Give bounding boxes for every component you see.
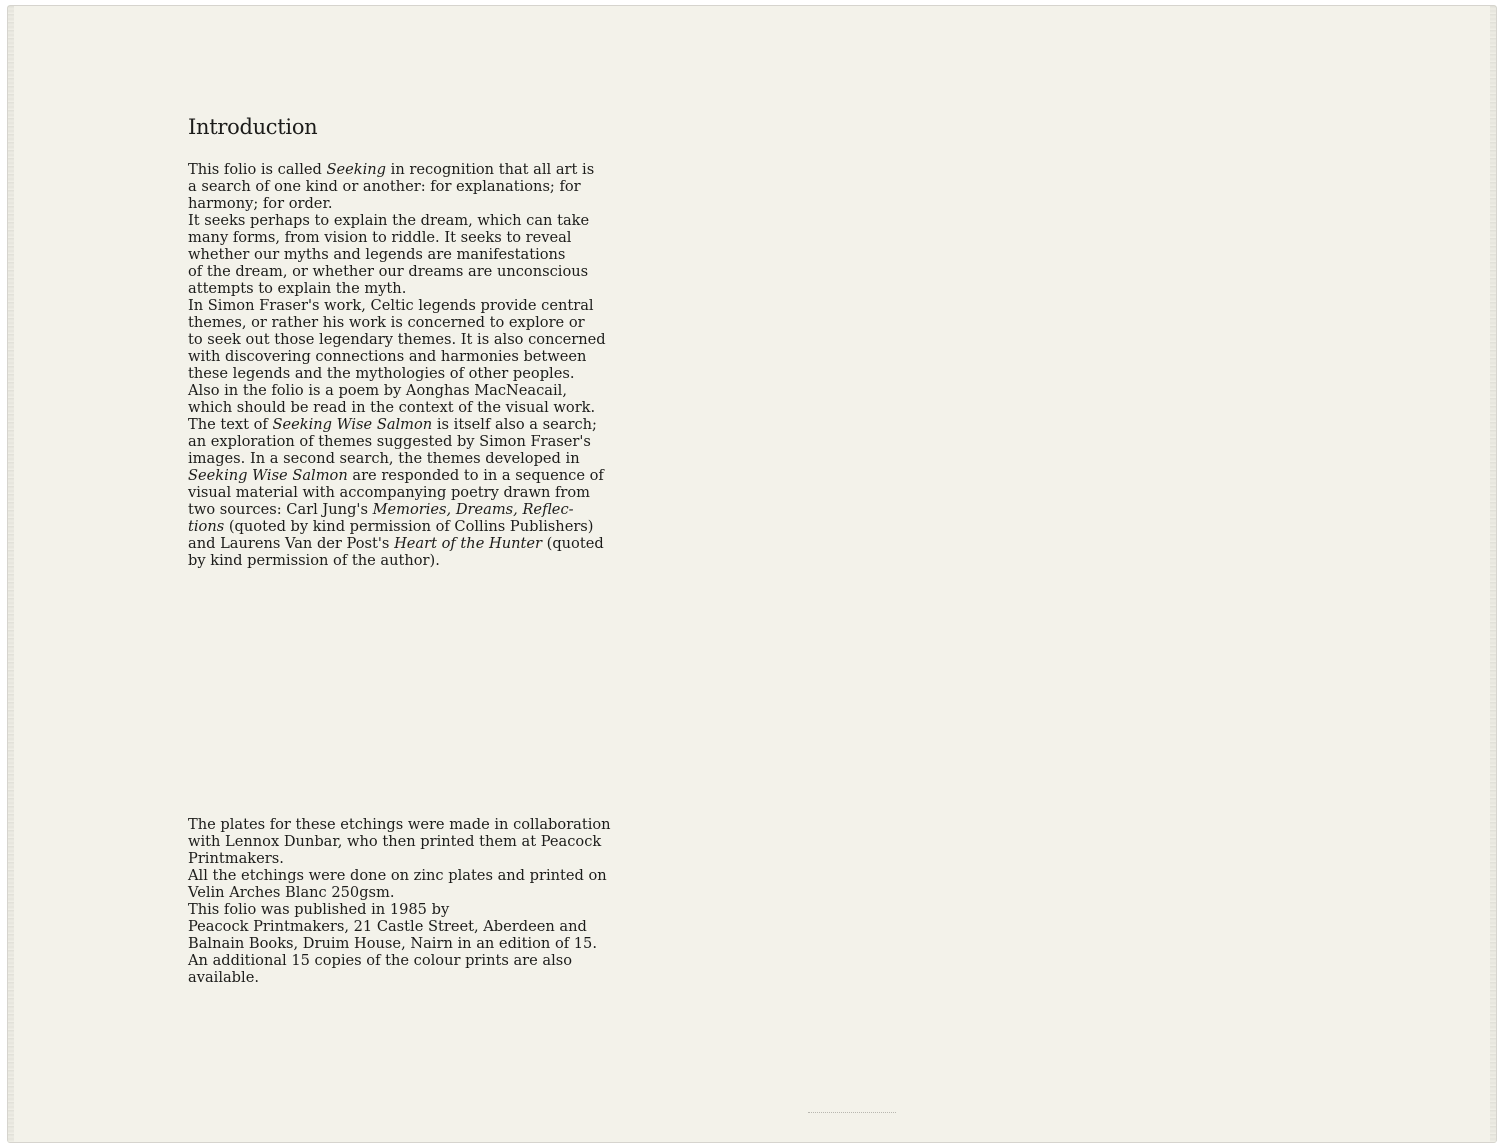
text-segment: The text of xyxy=(188,416,273,433)
text-line xyxy=(188,535,608,552)
text-segment: and Laurens Van der Post's xyxy=(188,535,395,552)
text-line: The plates for these etchings were made in collaboration xyxy=(188,816,611,833)
text-line: whether our myths and legends are manifestations xyxy=(188,246,566,263)
colophon-text xyxy=(188,816,611,986)
text-segment: (quoted by kind permission of Collins Publishers) xyxy=(224,518,594,535)
text-line xyxy=(188,467,608,484)
text-line: themes, or rather his work is concerned to explore or xyxy=(188,314,585,331)
text-line: images. In a second search, the themes developed in xyxy=(188,450,580,467)
text-line: Velin Arches Blanc 250gsm. xyxy=(188,884,395,901)
text-line: An additional 15 copies of the colour prints are also xyxy=(188,952,573,969)
italic-title: Heart of the Hunter xyxy=(394,535,542,552)
text-line: Balnain Books, Druim House, Nairn in an edition of 15. xyxy=(188,935,597,952)
text-line: which should be read in the context of the visual work. xyxy=(188,399,596,416)
text-segment: (quoted xyxy=(541,535,604,552)
italic-title: Seeking Wise Salmon xyxy=(188,467,348,484)
italic-title: Memories, Dreams, Reflec- xyxy=(372,501,574,518)
text-segment: is itself also a search; xyxy=(432,416,597,433)
deckled-edge-right xyxy=(1490,6,1496,1142)
paper-mark xyxy=(808,1112,896,1114)
text-segment: This folio is called xyxy=(188,161,327,178)
text-line: available. xyxy=(188,969,259,986)
introduction-text xyxy=(188,161,608,569)
text-line: Also in the folio is a poem by Aonghas MacNeacail, xyxy=(188,382,567,399)
deckled-edge-left xyxy=(8,6,14,1142)
text-line xyxy=(188,161,608,178)
page-title: Introduction xyxy=(188,115,318,139)
text-line: with discovering connections and harmonies between xyxy=(188,348,587,365)
text-line xyxy=(188,501,608,518)
text-segment: are responded to in a sequence of xyxy=(347,467,604,484)
text-line: All the etchings were done on zinc plates and printed on xyxy=(188,867,607,884)
text-segment: two sources: Carl Jung's xyxy=(188,501,373,518)
text-segment: in recognition that all art is xyxy=(386,161,595,178)
text-line: many forms, from vision to riddle. It seeks to reveal xyxy=(188,229,572,246)
italic-title: Seeking Wise Salmon xyxy=(272,416,433,433)
text-line: a search of one kind or another: for explanations; for xyxy=(188,178,581,195)
text-line: Printmakers. xyxy=(188,850,284,867)
text-line: an exploration of themes suggested by Simon Fraser's xyxy=(188,433,591,450)
text-line: by kind permission of the author). xyxy=(188,552,440,569)
text-line: This folio was published in 1985 by xyxy=(188,901,450,918)
text-line: In Simon Fraser's work, Celtic legends provide central xyxy=(188,297,594,314)
text-line: visual material with accompanying poetry drawn from xyxy=(188,484,591,501)
italic-title: tions xyxy=(188,518,225,535)
italic-title: Seeking xyxy=(326,161,387,178)
text-line xyxy=(188,518,608,535)
text-line: attempts to explain the myth. xyxy=(188,280,407,297)
text-line: harmony; for order. xyxy=(188,195,333,212)
text-line: of the dream, or whether our dreams are unconscious xyxy=(188,263,589,280)
text-line: these legends and the mythologies of other peoples. xyxy=(188,365,575,382)
text-line: to seek out those legendary themes. It is also concerned xyxy=(188,331,606,348)
text-line: It seeks perhaps to explain the dream, which can take xyxy=(188,212,590,229)
text-line: Peacock Printmakers, 21 Castle Street, Aberdeen and xyxy=(188,918,587,935)
text-line xyxy=(188,416,608,433)
text-line: with Lennox Dunbar, who then printed them at Peacock xyxy=(188,833,602,850)
